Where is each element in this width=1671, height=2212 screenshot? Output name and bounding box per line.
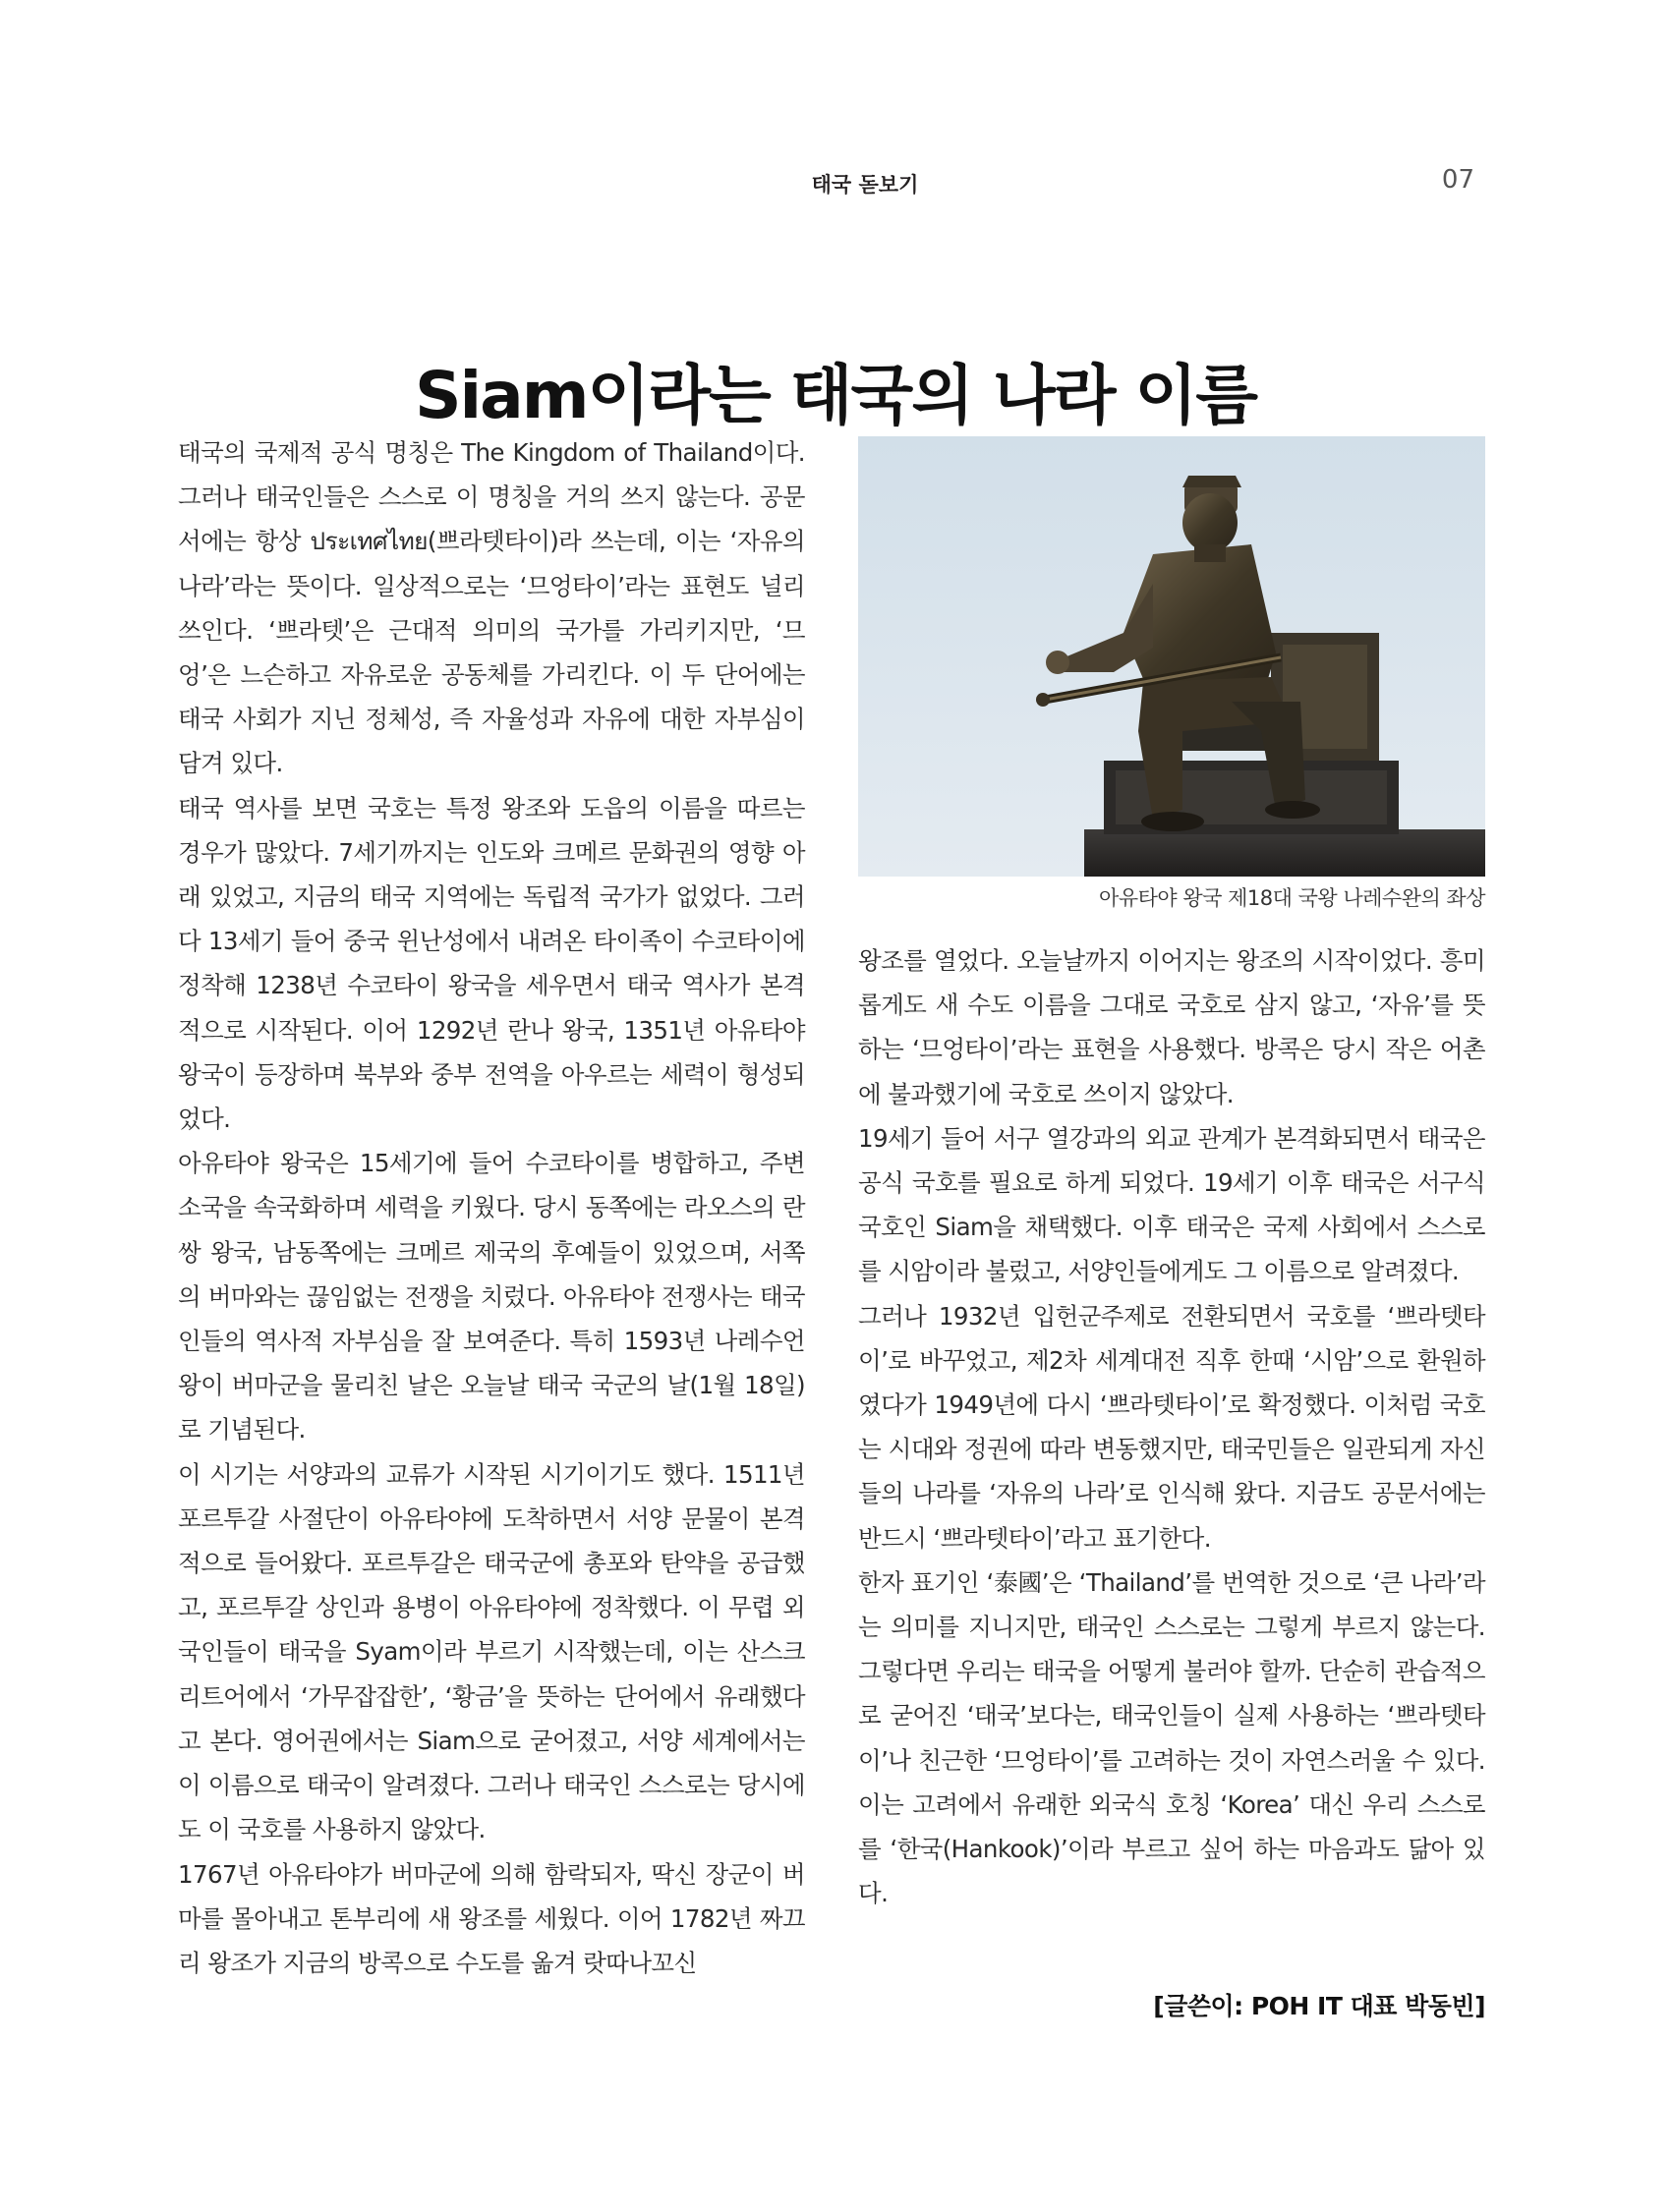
paragraph: 19세기 들어 서구 열강과의 외교 관계가 본격화되면서 태국은 공식 국호를 필요로 하게 되었다. 19세기 이후 태국은 서구식 국호인 Siam을 채택했다. 이후 태국은 국제 사회에서 스스로를 시암이라 불렀고, 서양인들에게도 그 이름으로 알려졌다. (858, 1123, 1485, 1286)
article-title: Siam이라는 태국의 나라 이름 (415, 358, 1256, 434)
paragraph: 한자 표기인 ‘泰國’은 ‘Thailand’를 번역한 것으로 ‘큰 나라’라는 의미를 지니지만, 태국인 스스로는 그렇게 부르지 않는다. 그렇다면 우리는 태국을 어떻게 불러야 할까. 단순히 관습적으로 굳어진 ‘태국’보다는, 태국인들이 실제 사용하는 ‘쁘라텟타이’나 친근한 ‘므엉타이’를 고려하는 것이 자연스러울 수 있다. 이는 고려에서 유래한 외국식 호칭 ‘Korea’ 대신 우리 스스로를 ‘한국(Hankook)’이라 부르고 싶어 하는 마음과도 닮아 있다. (858, 1567, 1485, 1908)
author-credit: [글쓴이: POH IT 대표 박동빈] (1153, 1992, 1485, 2020)
statue-photo (858, 436, 1485, 877)
paragraph: 태국의 국제적 공식 명칭은 The Kingdom of Thailand이다. 그러나 태국인들은 스스로 이 명칭을 거의 쓰지 않는다. 공문서에는 항상 ประเทศไทย(쁘라텟타이)라 쓰는데, 이는 ‘자유의 나라’라는 뜻이다. 일상적으로는 ‘므엉타이’라는 표현도 널리 쓰인다. ‘쁘라텟’은 근대적 의미의 국가를 가리키지만, ‘므엉’은 느슨하고 자유로운 공동체를 가리킨다. 이 두 단어에는 태국 사회가 지닌 정체성, 즉 자율성과 자유에 대한 자부심이 담겨 있다. (178, 438, 805, 778)
paragraph: 아유타야 왕국은 15세기에 들어 수코타이를 병합하고, 주변 소국을 속국화하며 세력을 키웠다. 당시 동쪽에는 라오스의 란쌍 왕국, 남동쪽에는 크메르 제국의 후예들이 있었으며, 서쪽의 버마와는 끊임없는 전쟁을 치렀다. 아유타야 전쟁사는 태국인들의 역사적 자부심을 잘 보여준다. 특히 1593년 나레수언 왕이 버마군을 물리친 날은 오늘날 태국 국군의 날(1월 18일)로 기념된다. (178, 1149, 805, 1445)
paragraph: 왕조를 열었다. 오늘날까지 이어지는 왕조의 시작이었다. 흥미롭게도 새 수도 이름을 그대로 국호로 삼지 않고, ‘자유’를 뜻하는 ‘므엉타이’라는 표현을 사용했다. 방콕은 당시 작은 어촌에 불과했기에 국호로 쓰이지 않았다. (858, 946, 1485, 1108)
section-title: 태국 돋보기 (811, 173, 919, 197)
paragraph: 그러나 1932년 입헌군주제로 전환되면서 국호를 ‘쁘라텟타이’로 바꾸었고, 제2차 세계대전 직후 한때 ‘시암’으로 환원하였다가 1949년에 다시 ‘쁘라텟타이’로 확정했다. 이처럼 국호는 시대와 정권에 따라 변동했지만, 태국민들은 일관되게 자신들의 나라를 ‘자유의 나라’로 인식해 왔다. 지금도 공문서에는 반드시 ‘쁘라텟타이’라고 표기한다. (858, 1301, 1485, 1553)
statue-illustration (858, 436, 1485, 877)
photo-caption: 아유타야 왕국 제18대 국왕 나레수완의 좌상 (1099, 886, 1485, 910)
page-number: 07 (1441, 165, 1474, 195)
paragraph: 태국 역사를 보면 국호는 특정 왕조와 도읍의 이름을 따르는 경우가 많았다. 7세기까지는 인도와 크메르 문화권의 영향 아래 있었고, 지금의 태국 지역에는 독립적 국가가 없었다. 그러다 13세기 들어 중국 윈난성에서 내려온 타이족이 수코타이에 정착해 1238년 수코타이 왕국을 세우면서 태국 역사가 본격적으로 시작된다. 이어 1292년 란나 왕국, 1351년 아유타야 왕국이 등장하며 북부와 중부 전역을 아우르는 세력이 형성되었다. (178, 793, 805, 1134)
left-column (178, 430, 805, 1985)
paragraph: 1767년 아유타야가 버마군에 의해 함락되자, 딱신 장군이 버마를 몰아내고 톤부리에 새 왕조를 세웠다. 이어 1782년 짜끄리 왕조가 지금의 방콕으로 수도를 옮겨 랏따나꼬신 (178, 1859, 805, 1977)
right-column (858, 938, 1485, 1915)
paragraph: 이 시기는 서양과의 교류가 시작된 시기이기도 했다. 1511년 포르투갈 사절단이 아유타야에 도착하면서 서양 문물이 본격적으로 들어왔다. 포르투갈은 태국군에 총포와 탄약을 공급했고, 포르투갈 상인과 용병이 아유타야에 정착했다. 이 무렵 외국인들이 태국을 Syam이라 부르기 시작했는데, 이는 산스크리트어에서 ‘가무잡잡한’, ‘황금’을 뜻하는 단어에서 유래했다고 본다. 영어권에서는 Siam으로 굳어졌고, 서양 세계에서는 이 이름으로 태국이 알려졌다. 그러나 태국인 스스로는 당시에도 이 국호를 사용하지 않았다. (178, 1459, 805, 1844)
